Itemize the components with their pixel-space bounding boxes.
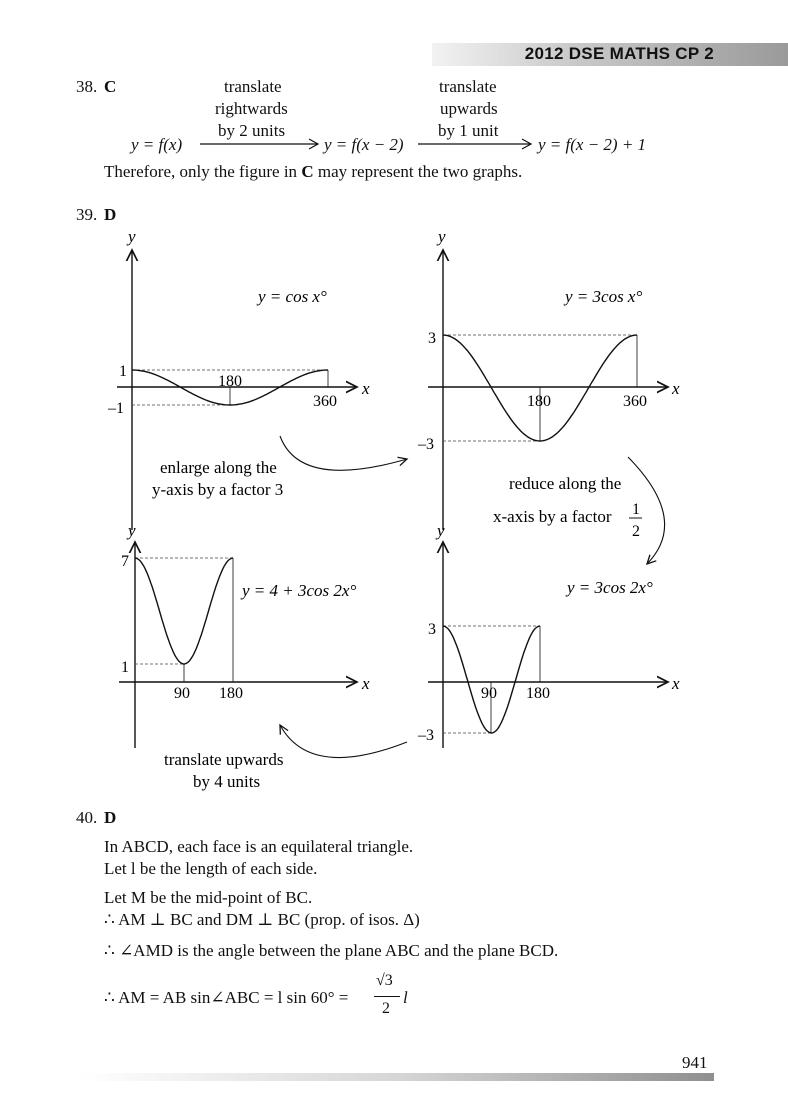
graph4: [417, 521, 680, 748]
q40-frac-den: 2: [382, 1000, 390, 1017]
graph3-curve: [135, 558, 233, 664]
graph2-x-label: x: [672, 379, 680, 398]
graph4-y-label: y: [437, 521, 445, 540]
graph4-tick-x1: 90: [481, 685, 497, 702]
q40-frac-num: √3: [376, 972, 393, 989]
q38-answer: C: [104, 77, 117, 96]
graph4-tick-x2: 180: [526, 685, 550, 702]
q40-line6: ∴ AM = AB sin∠ABC = l sin 60° =: [104, 988, 349, 1007]
graph2-tick-y2: –3: [418, 436, 434, 453]
graph1-equation: y = cos x°: [258, 287, 327, 306]
graph1-x-label: x: [362, 379, 370, 398]
q38-conclusion: Therefore, only the figure in C may represent the two graphs.: [104, 162, 523, 181]
graph4-x-label: x: [672, 674, 680, 693]
graph4-tick-y1: 3: [428, 621, 436, 638]
graph1-tick-y2: –1: [108, 400, 124, 417]
translate-line2: by 4 units: [193, 772, 261, 791]
footer-bar: [80, 1073, 714, 1081]
q40-frac-post: l: [403, 988, 408, 1007]
q40-answer: D: [104, 808, 117, 827]
q38-expr1: y = f(x): [131, 135, 183, 154]
graph4-tick-y2: –3: [418, 727, 434, 744]
q40-line1: In ABCD, each face is an equilateral triangle.: [104, 837, 414, 856]
q38-number: 38.: [76, 77, 98, 96]
graph3-y-label: y: [128, 521, 136, 540]
q38-step2-line2: upwards: [440, 99, 498, 118]
translate-line1: translate upwards: [164, 750, 284, 769]
q39-answer: D: [104, 205, 117, 224]
q40-line5: ∴ ∠AMD is the angle between the plane ABC and the plane BCD.: [104, 941, 559, 960]
q38-expr3: y = f(x − 2) + 1: [538, 135, 647, 154]
reduce-frac-den: 2: [632, 523, 640, 540]
q38-step1-line3: by 2 units: [218, 121, 286, 140]
q38-step2-line3: by 1 unit: [438, 121, 499, 140]
q40-line2: Let l be the length of each side.: [104, 859, 318, 878]
graph1-tick-x1: 180: [218, 373, 242, 390]
graph3-x-label: x: [362, 674, 370, 693]
graph3-tick-y1: 7: [121, 553, 129, 570]
reduce-line2: x-axis by a factor: [493, 507, 612, 526]
graph4-curve: [443, 626, 540, 733]
q38-step1-line1: translate: [224, 77, 282, 96]
q40-number: 40.: [76, 808, 98, 827]
graph2-tick-x1: 180: [527, 393, 551, 410]
q39-number: 39.: [76, 205, 98, 224]
q38-step2-line1: translate: [439, 77, 497, 96]
q38-step1-line2: rightwards: [215, 99, 288, 118]
graph2-tick-y1: 3: [428, 330, 436, 347]
arrow-translate: [280, 725, 407, 758]
enlarge-line2: y-axis by a factor 3: [152, 480, 284, 499]
enlarge-line1: enlarge along the: [160, 458, 277, 477]
q38-expr2: y = f(x − 2): [324, 135, 404, 154]
graph3: [119, 521, 370, 748]
graph1-y-label: y: [128, 227, 136, 246]
graph3-equation: y = 4 + 3cos 2x°: [242, 581, 357, 600]
q40-line3: Let M be the mid-point of BC.: [104, 888, 313, 907]
graph1-tick-x2: 360: [313, 393, 337, 410]
page-number: 941: [682, 1053, 708, 1072]
reduce-frac-num: 1: [632, 501, 640, 518]
graph1-tick-y1: 1: [119, 363, 127, 380]
graph3-tick-x1: 90: [174, 685, 190, 702]
graph3-tick-y2: 1: [121, 659, 129, 676]
header-title: 2012 DSE MATHS CP 2: [524, 44, 714, 63]
q39-graphs: [0, 220, 788, 800]
q40-line4: ∴ AM ⊥ BC and DM ⊥ BC (prop. of isos. Δ): [104, 910, 420, 929]
reduce-line1: reduce along the: [509, 474, 622, 493]
arrow-enlarge: [280, 436, 407, 470]
q40-frac-bar: [374, 996, 400, 997]
graph2-equation: y = 3cos x°: [565, 287, 643, 306]
graph2-y-label: y: [438, 227, 446, 246]
graph2-tick-x2: 360: [623, 393, 647, 410]
graph3-tick-x2: 180: [219, 685, 243, 702]
graph4-equation: y = 3cos 2x°: [567, 578, 653, 597]
